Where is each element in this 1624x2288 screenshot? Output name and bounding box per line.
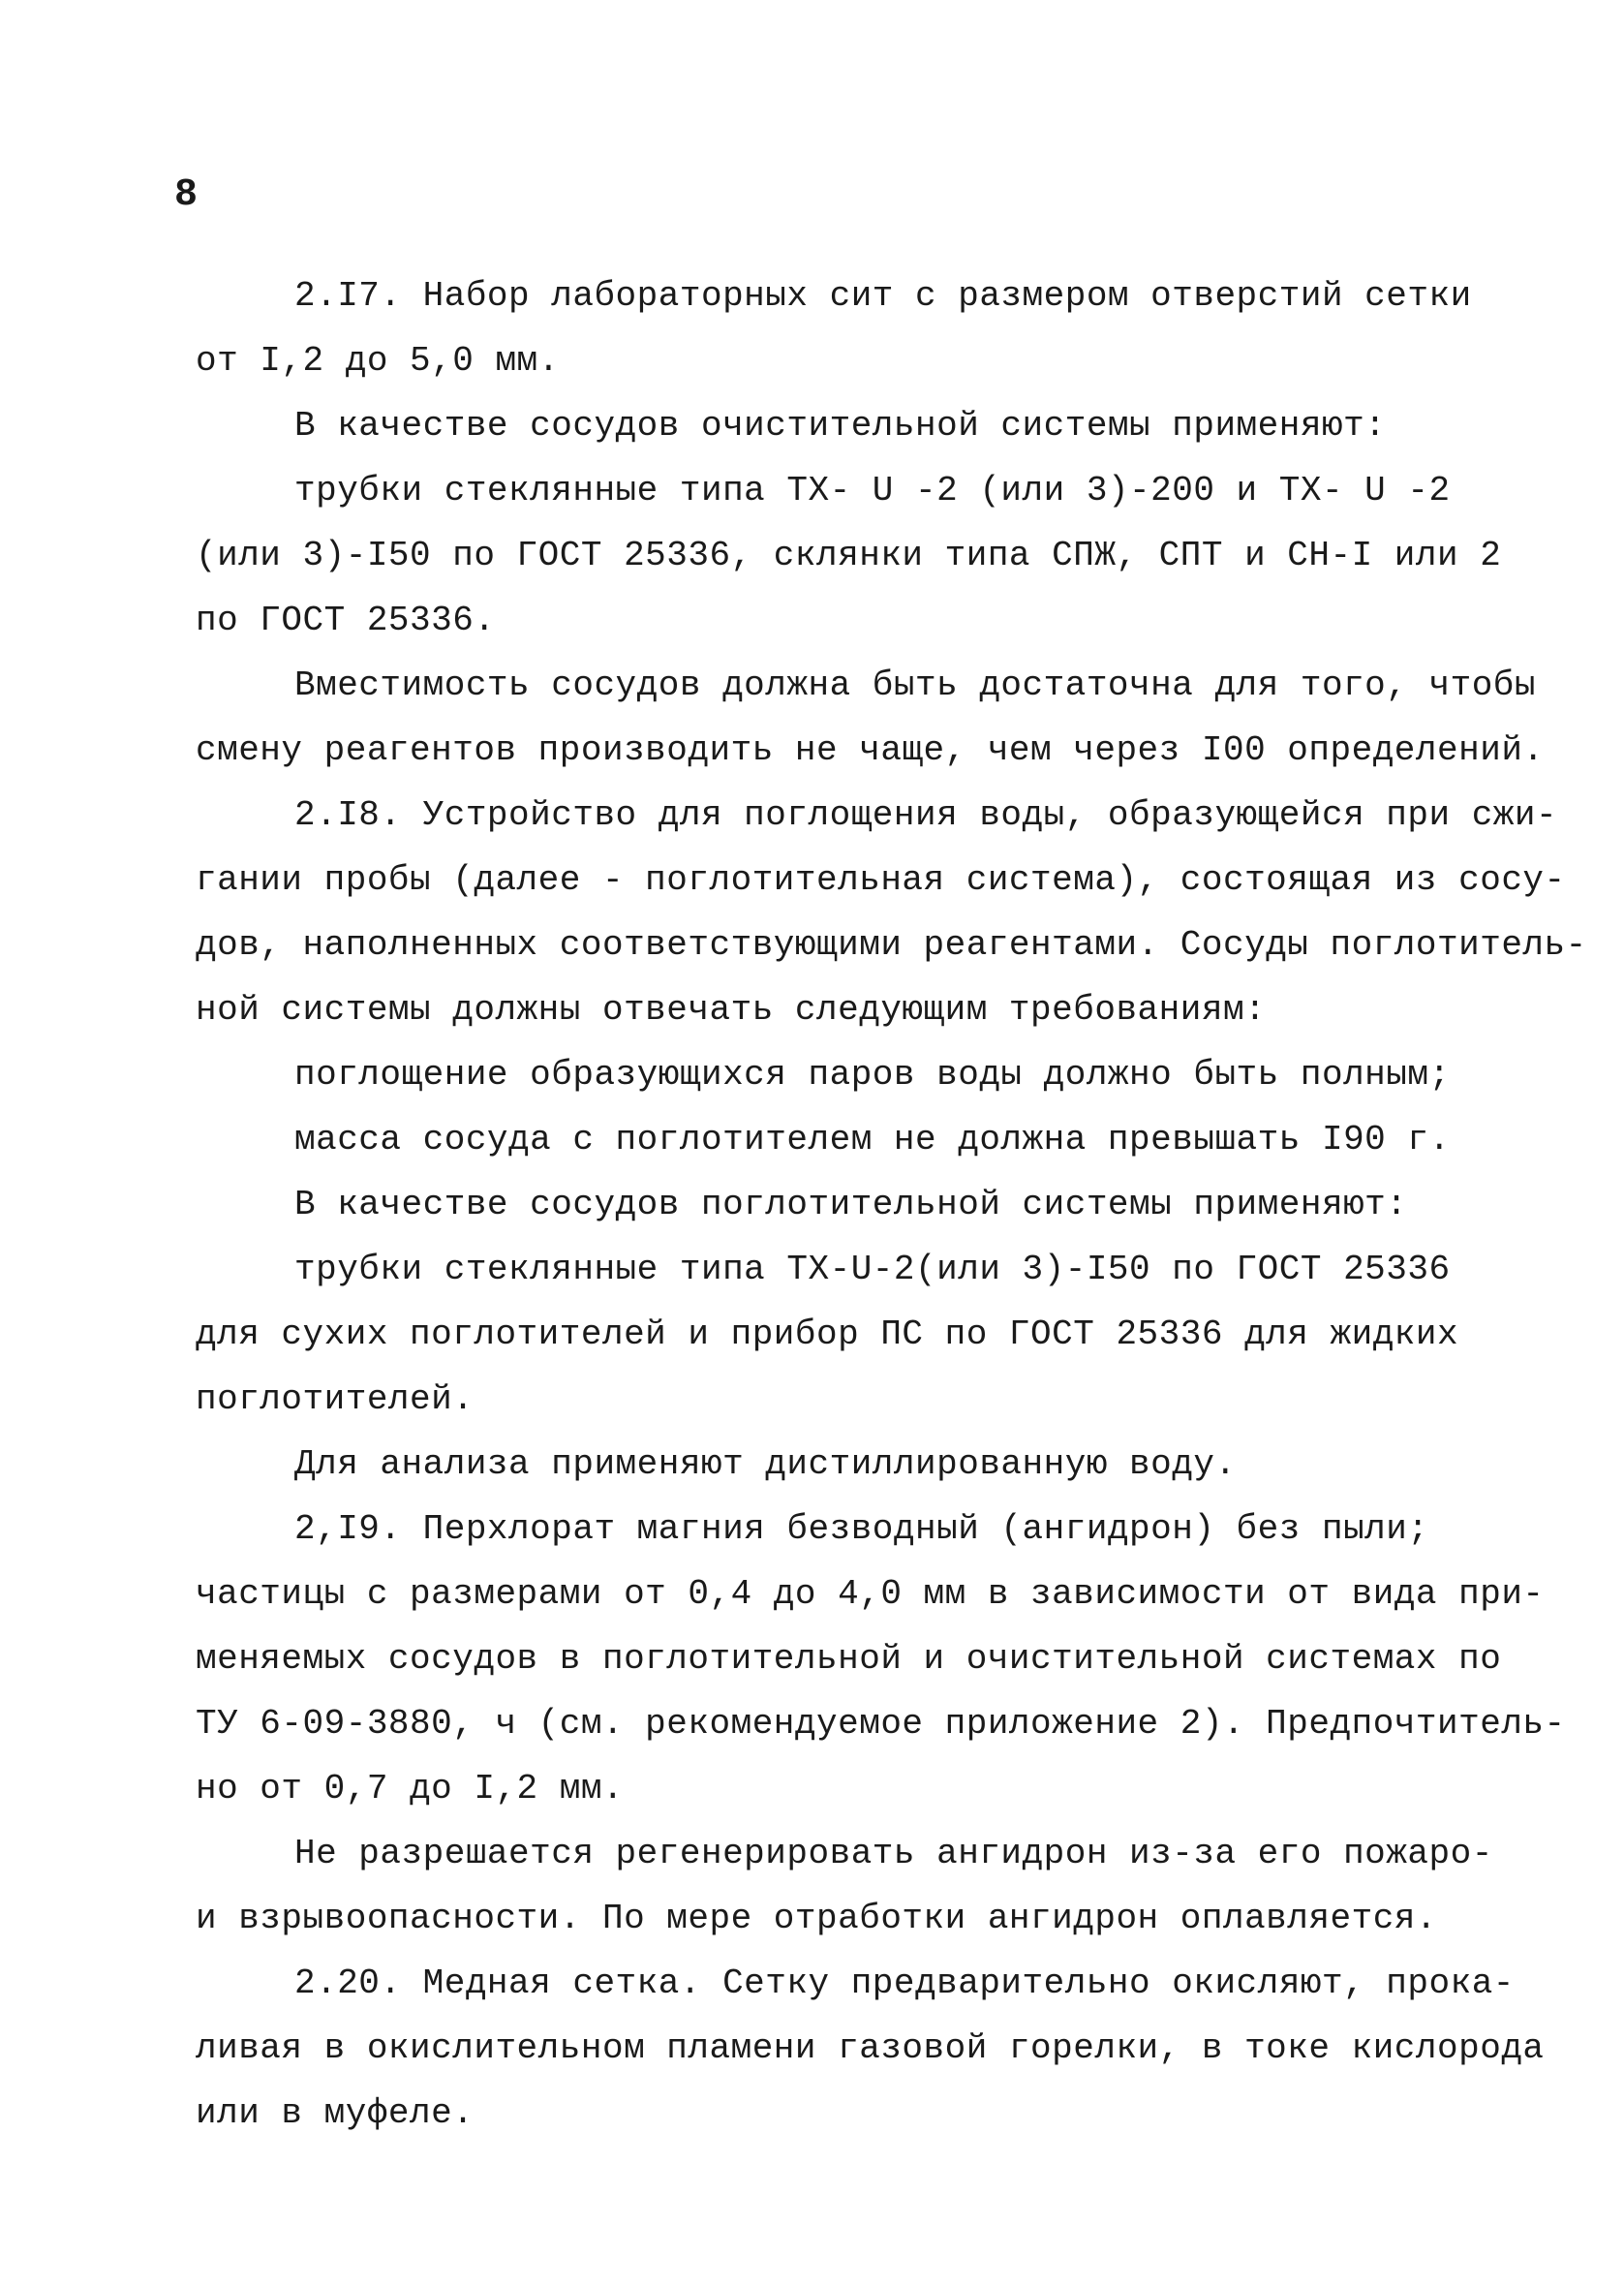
text-line: по ГОСТ 25336.	[196, 601, 496, 640]
page-number: 8	[174, 173, 199, 217]
text-line: В качестве сосудов очистительной системы применяют:	[294, 406, 1387, 446]
text-line: масса сосуда с поглотителем не должна превышать I90 г.	[294, 1120, 1451, 1159]
text-line: ной системы должны отвечать следующим требованиям:	[196, 990, 1267, 1030]
text-line: поглощение образующихся паров воды должно быть полным;	[294, 1055, 1451, 1095]
text-line: от I,2 до 5,0 мм.	[196, 341, 560, 381]
text-line: 2,I9. Перхлорат магния безводный (ангидрон) без пыли;	[294, 1509, 1429, 1549]
text-line: поглотителей.	[196, 1379, 475, 1419]
text-line: для сухих поглотителей и прибор ПС по ГОСТ 25336 для жидких	[196, 1314, 1459, 1354]
text-line: трубки стеклянные типа ТХ- U -2 (или 3)-200 и ТХ- U -2	[294, 471, 1451, 510]
text-line: 2.I7. Набор лабораторных сит с размером отверстий сетки	[294, 276, 1472, 316]
text-line: дов, наполненных соответствующими реагентами. Сосуды поглотитель-	[196, 925, 1587, 965]
text-line: гании пробы (далее - поглотительная система), состоящая из сосу-	[196, 860, 1566, 900]
text-line: Вместимость сосудов должна быть достаточна для того, чтобы	[294, 665, 1537, 705]
body-text	[196, 263, 1587, 2146]
text-line: (или 3)-I50 по ГОСТ 25336, склянки типа СПЖ, СПТ и СН-I или 2	[196, 536, 1502, 575]
text-line: трубки стеклянные типа ТХ-U-2(или 3)-I50 по ГОСТ 25336	[294, 1250, 1451, 1289]
text-line: но от 0,7 до I,2 мм.	[196, 1769, 625, 1809]
text-line: ливая в окислительном пламени газовой горелки, в токе кислорода	[196, 2028, 1545, 2068]
text-line: частицы с размерами от 0,4 до 4,0 мм в зависимости от вида при-	[196, 1574, 1545, 1614]
text-line: 2.I8. Устройство для поглощения воды, образующейся при сжи-	[294, 795, 1558, 835]
text-line: или в муфеле.	[196, 2093, 475, 2133]
text-line: смену реагентов производить не чаще, чем через I00 определений.	[196, 730, 1545, 770]
text-line: и взрывоопасности. По мере отработки ангидрон оплавляется.	[196, 1899, 1438, 1938]
text-line: ТУ 6-09-3880, ч (см. рекомендуемое приложение 2). Предпочтитель-	[196, 1704, 1566, 1744]
text-line: меняемых сосудов в поглотительной и очистительной системах по	[196, 1639, 1502, 1679]
text-line: Для анализа применяют дистиллированную воду.	[294, 1444, 1237, 1484]
text-line: В качестве сосудов поглотительной системы применяют:	[294, 1185, 1408, 1224]
text-line: 2.20. Медная сетка. Сетку предварительно окисляют, прока-	[294, 1963, 1515, 2003]
text-line: Не разрешается регенерировать ангидрон из-за его пожаро-	[294, 1834, 1493, 1873]
